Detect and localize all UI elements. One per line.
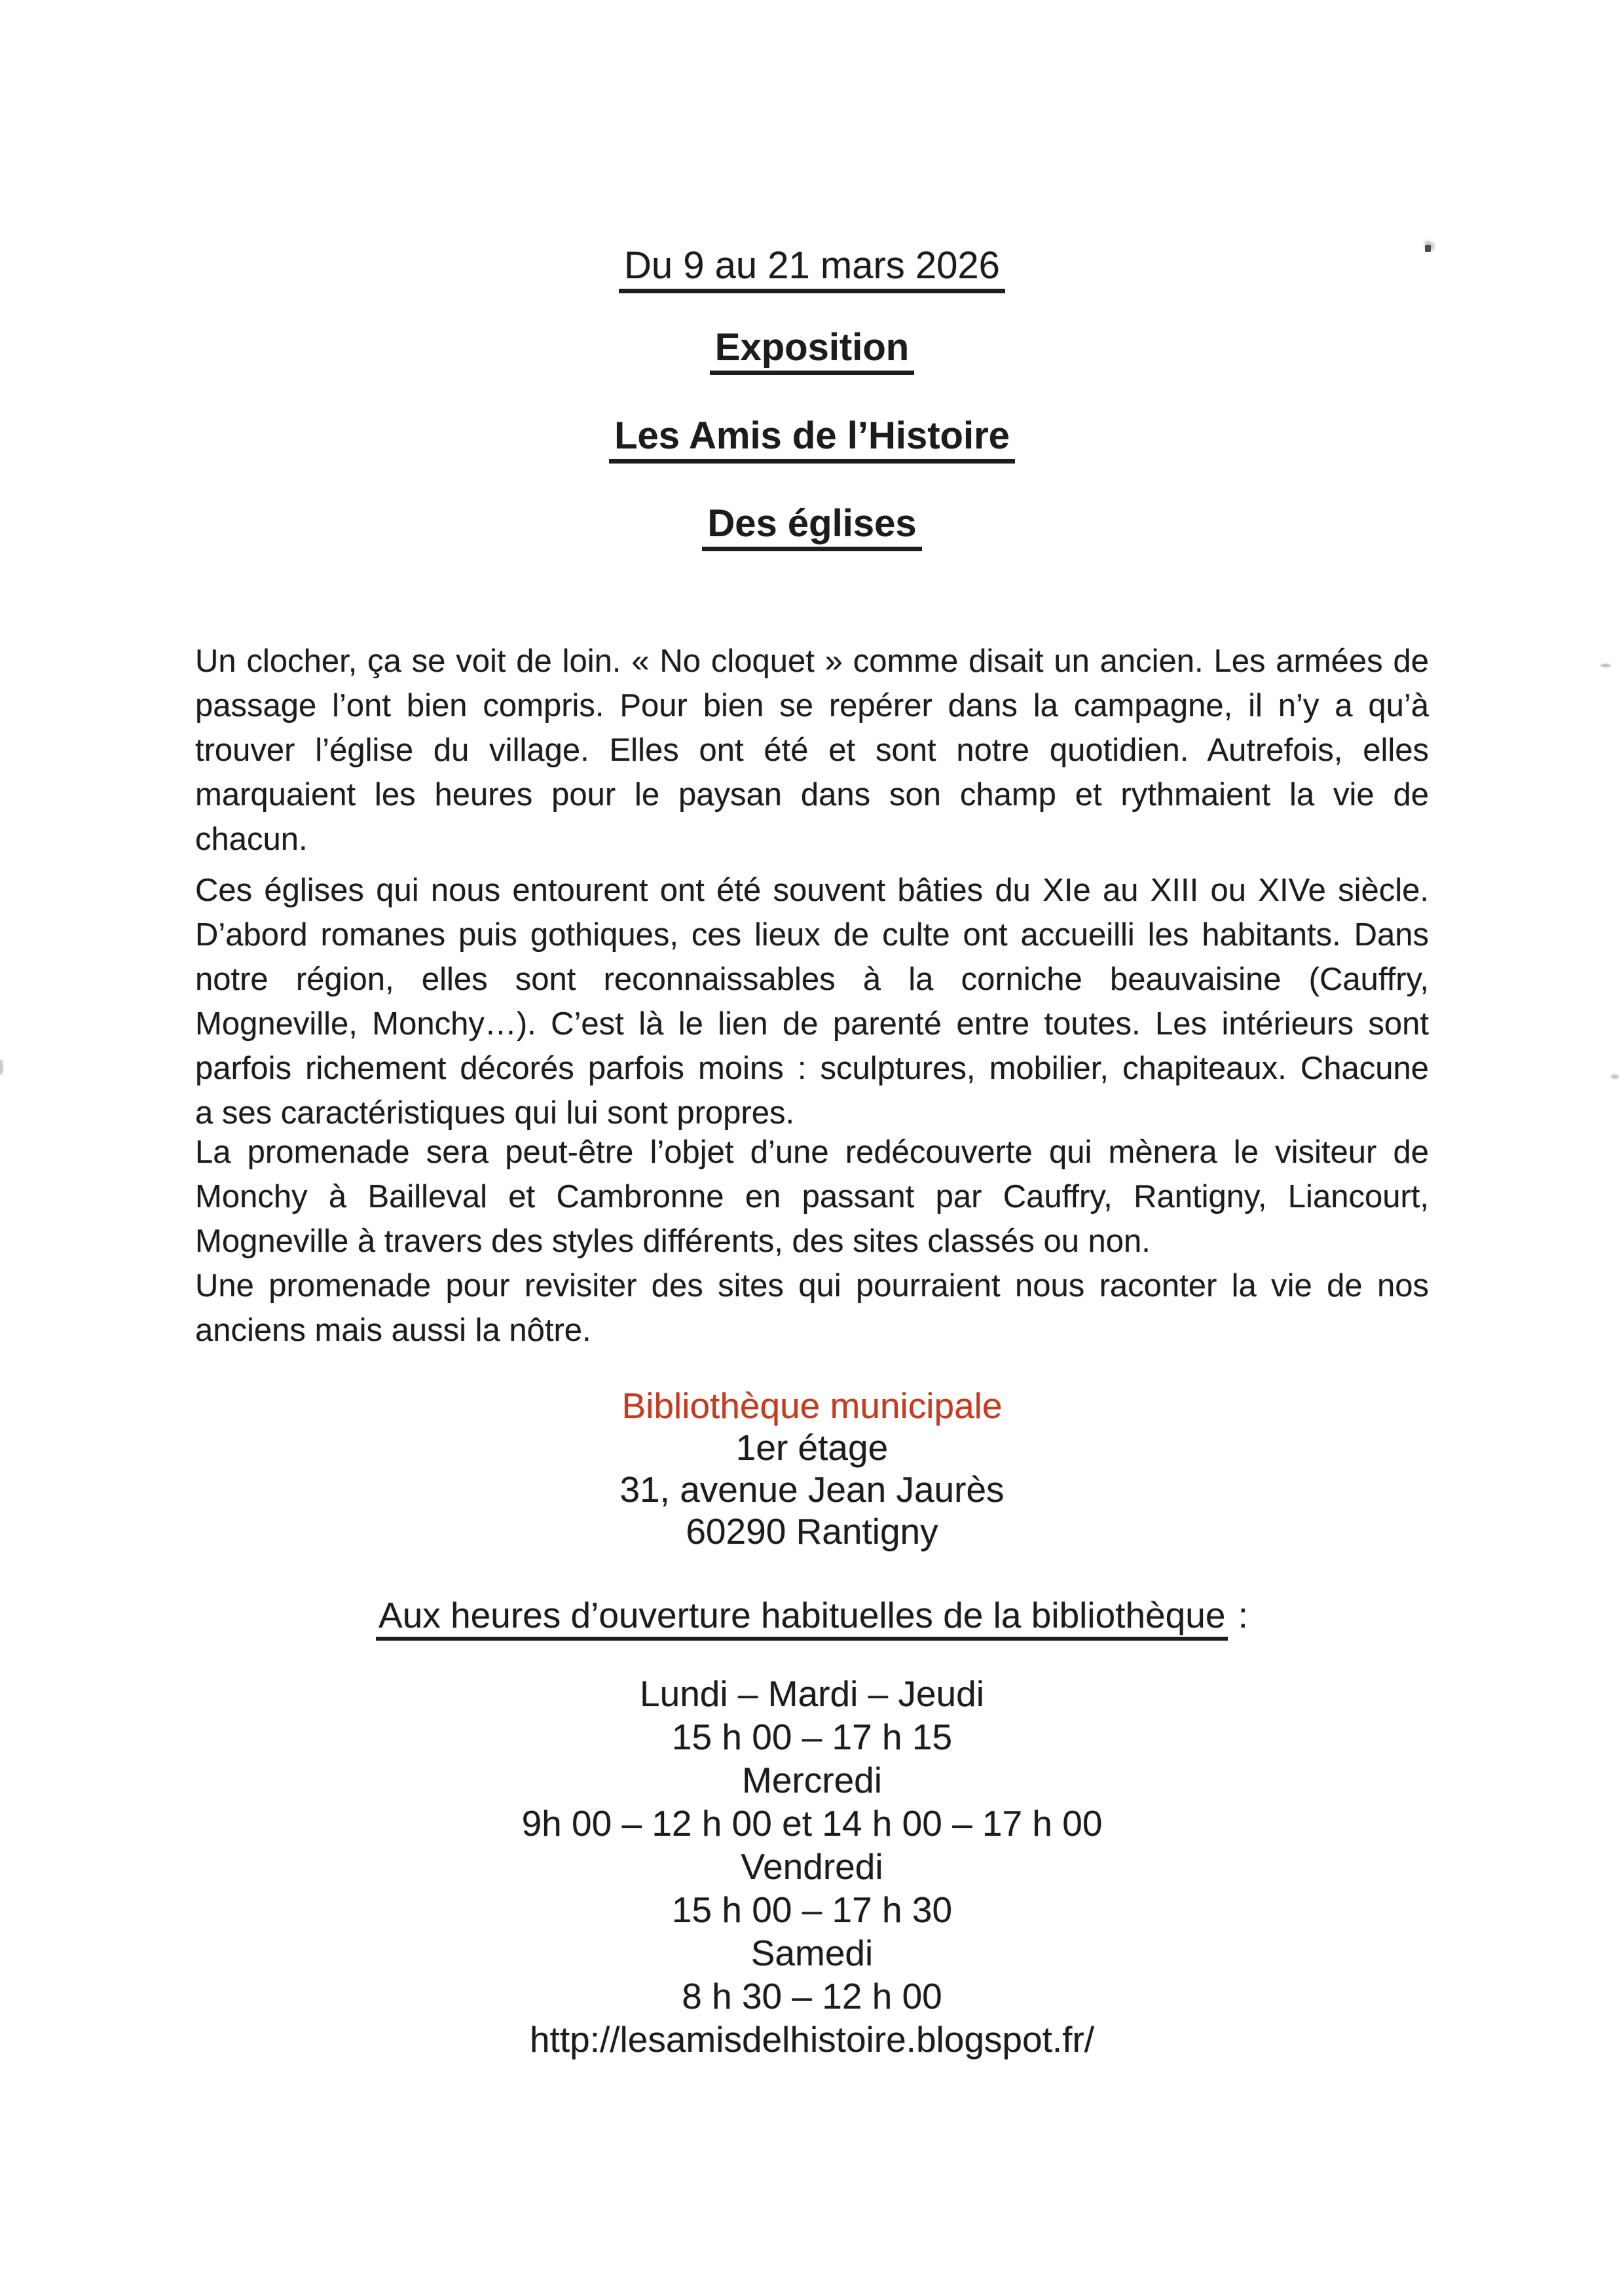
venue-block bbox=[0, 1385, 1624, 1552]
heading-organizer bbox=[0, 413, 1624, 459]
hours-time: 15 h 00 – 17 h 15 bbox=[671, 1717, 953, 1757]
hours-heading bbox=[0, 1594, 1624, 1637]
venue-street: 31, avenue Jean Jaurès bbox=[619, 1469, 1005, 1510]
heading-date-range-text: Du 9 au 21 mars 2026 bbox=[619, 244, 1005, 293]
paragraph-line: chacun. bbox=[195, 822, 308, 857]
paragraph-line: D’abord romanes puis gothiques, ces lieux de culte ont accueilli les habitants. Dans bbox=[195, 917, 1429, 953]
paragraph-line: notre région, elles sont reconnaissables à la corniche beauvaisine (Cauffry, bbox=[195, 962, 1429, 997]
hours-days: Mercredi bbox=[742, 1760, 882, 1800]
hours-time: 8 h 30 – 12 h 00 bbox=[682, 1976, 942, 2016]
hours-time: 9h 00 – 12 h 00 et 14 h 00 – 17 h 00 bbox=[521, 1803, 1103, 1844]
paragraph-line: Une promenade pour revisiter des sites qui pourraient nous raconter la vie de nos bbox=[195, 1268, 1429, 1303]
paragraph-line: Mogneville, Monchy…). C’est là le lien de parenté entre toutes. Les intérieurs sont bbox=[195, 1006, 1429, 1042]
hours-heading-text: Aux heures d’ouverture habituelles de la bibliothèque bbox=[376, 1595, 1228, 1641]
scan-artifact bbox=[1425, 245, 1431, 252]
venue-city: 60290 Rantigny bbox=[686, 1511, 938, 1552]
heading-event-type bbox=[0, 325, 1624, 371]
hours-time: 15 h 00 – 17 h 30 bbox=[671, 1889, 953, 1930]
venue-name: Bibliothèque municipale bbox=[621, 1385, 1003, 1426]
paragraph-churches bbox=[195, 868, 1429, 1135]
paragraph-promenade bbox=[195, 1130, 1429, 1353]
paragraph-line: La promenade sera peut-être l’objet d’une redécouverte qui mènera le visiteur de bbox=[195, 1135, 1429, 1170]
paragraph-line: Ces églises qui nous entourent ont été souvent bâties du XIe au XIII ou XIVe siècle. bbox=[195, 873, 1429, 908]
scan-artifact bbox=[1611, 1074, 1619, 1079]
paragraph-line: Monchy à Bailleval et Cambronne en passant par Cauffry, Rantigny, Liancourt, bbox=[195, 1179, 1429, 1214]
paragraph-line: anciens mais aussi la nôtre. bbox=[195, 1313, 591, 1348]
hours-heading-colon: : bbox=[1228, 1595, 1248, 1635]
hours-days: Lundi – Mardi – Jeudi bbox=[640, 1673, 984, 1714]
paragraph-line: marquaient les heures pour le paysan dans son champ et rythmaient la vie de bbox=[195, 777, 1429, 812]
paragraph-line: a ses caractéristiques qui lui sont propres. bbox=[195, 1095, 795, 1131]
scan-artifact bbox=[1600, 664, 1611, 667]
paragraph-line: Un clocher, ça se voit de loin. « No cloquet » comme disait un ancien. Les armées de bbox=[195, 644, 1429, 679]
heading-date-range bbox=[0, 243, 1624, 289]
blog-url: http://lesamisdelhistoire.blogspot.fr/ bbox=[529, 2019, 1095, 2060]
paragraph-line: trouver l’église du village. Elles ont été et sont notre quotidien. Autrefois, elles bbox=[195, 733, 1429, 768]
paragraph-line: parfois richement décorés parfois moins : sculptures, mobilier, chapiteaux. Chacune bbox=[195, 1051, 1429, 1086]
paragraph-line: Mogneville à travers des styles différents, des sites classés ou non. bbox=[195, 1224, 1151, 1259]
paragraph-line: passage l’ont bien compris. Pour bien se repérer dans la campagne, il n’y a qu’à bbox=[195, 688, 1429, 723]
heading-organizer-text: Les Amis de l’Histoire bbox=[609, 414, 1015, 464]
paragraph-intro bbox=[195, 639, 1429, 862]
scan-artifact bbox=[0, 1059, 3, 1075]
hours-days: Samedi bbox=[750, 1933, 874, 1973]
hours-block bbox=[0, 1672, 1624, 2061]
hours-days: Vendredi bbox=[741, 1846, 883, 1887]
heading-theme bbox=[0, 501, 1624, 547]
heading-event-type-text: Exposition bbox=[710, 326, 914, 375]
heading-theme-text: Des églises bbox=[702, 502, 921, 551]
venue-floor: 1er étage bbox=[735, 1427, 889, 1468]
